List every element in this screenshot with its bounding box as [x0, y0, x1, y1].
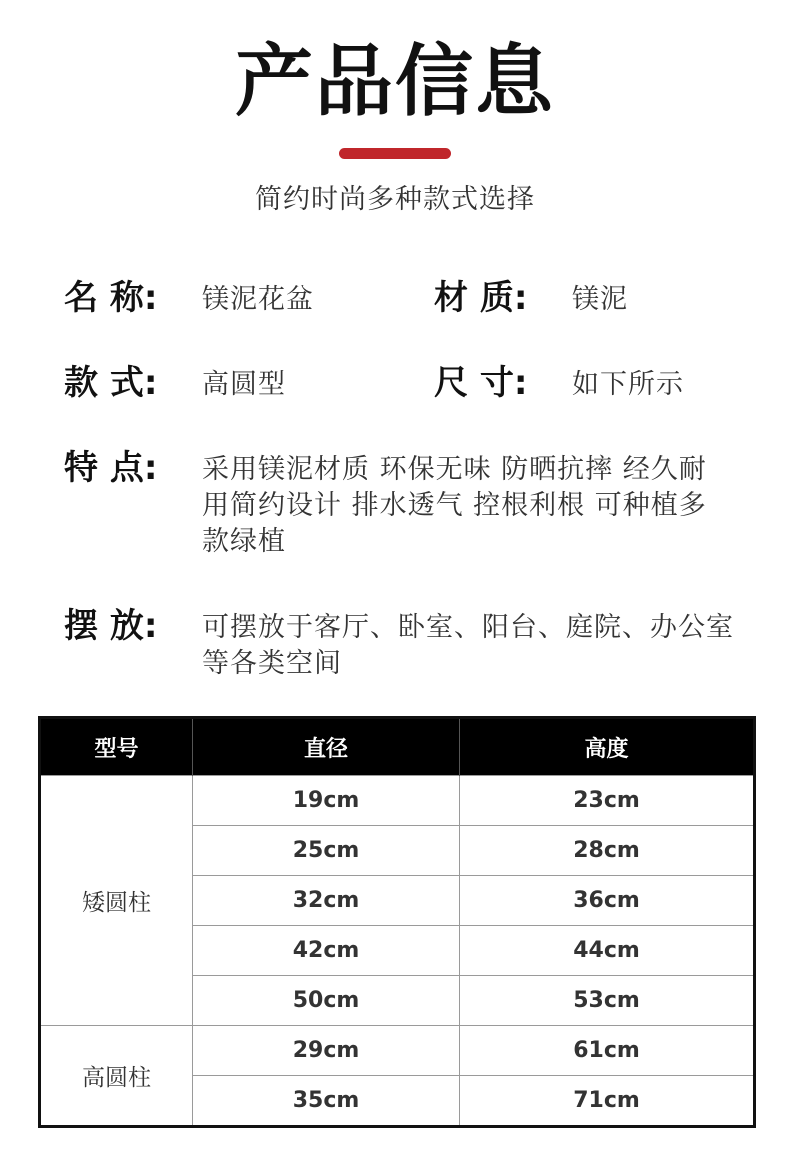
height-cell: 44cm — [460, 926, 755, 976]
height-cell: 71cm — [460, 1076, 755, 1127]
table-row — [40, 776, 755, 826]
title-accent-bar — [339, 148, 451, 159]
header-model: 型号 — [40, 718, 193, 776]
field-name — [64, 276, 404, 320]
header-height: 高度 — [460, 718, 755, 776]
table-header-row — [40, 718, 755, 776]
field-material-label: 材 质: — [434, 278, 528, 318]
model-cell: 矮圆柱 — [40, 776, 193, 1026]
field-placement-value: 可摆放于客厅、卧室、阳台、庭院、办公室等各类空间 — [202, 612, 734, 679]
field-placement-label: 摆 放: — [64, 606, 158, 646]
page-subtitle: 简约时尚多种款式选择 — [255, 184, 535, 215]
field-name-label: 名 称: — [64, 278, 158, 318]
field-style-value: 高圆型 — [202, 369, 286, 400]
field-placement — [64, 604, 744, 682]
field-size-label: 尺 寸: — [434, 363, 528, 403]
model-cell: 高圆柱 — [40, 1026, 193, 1127]
field-style-label: 款 式: — [64, 363, 158, 403]
height-cell: 23cm — [460, 776, 755, 826]
field-features-label: 特 点: — [64, 448, 158, 488]
diameter-cell: 19cm — [193, 776, 460, 826]
diameter-cell: 32cm — [193, 876, 460, 926]
field-material — [434, 276, 754, 320]
height-cell: 28cm — [460, 826, 755, 876]
diameter-cell: 42cm — [193, 926, 460, 976]
diameter-cell: 50cm — [193, 976, 460, 1026]
diameter-cell: 29cm — [193, 1026, 460, 1076]
height-cell: 53cm — [460, 976, 755, 1026]
spec-table — [38, 716, 756, 1128]
height-cell: 36cm — [460, 876, 755, 926]
height-cell: 61cm — [460, 1026, 755, 1076]
header-diameter: 直径 — [193, 718, 460, 776]
field-size — [434, 361, 754, 405]
field-style — [64, 361, 404, 405]
diameter-cell: 25cm — [193, 826, 460, 876]
field-features-value: 采用镁泥材质 环保无味 防晒抗摔 经久耐用简约设计 排水透气 控根利根 可种植多款绿植 — [202, 454, 707, 557]
field-name-value: 镁泥花盆 — [202, 284, 314, 315]
table-row — [40, 1026, 755, 1076]
diameter-cell: 35cm — [193, 1076, 460, 1127]
field-material-value: 镁泥 — [572, 284, 628, 315]
field-features — [64, 446, 744, 560]
field-size-value: 如下所示 — [572, 369, 684, 400]
page-title: 产品信息 — [234, 37, 555, 127]
